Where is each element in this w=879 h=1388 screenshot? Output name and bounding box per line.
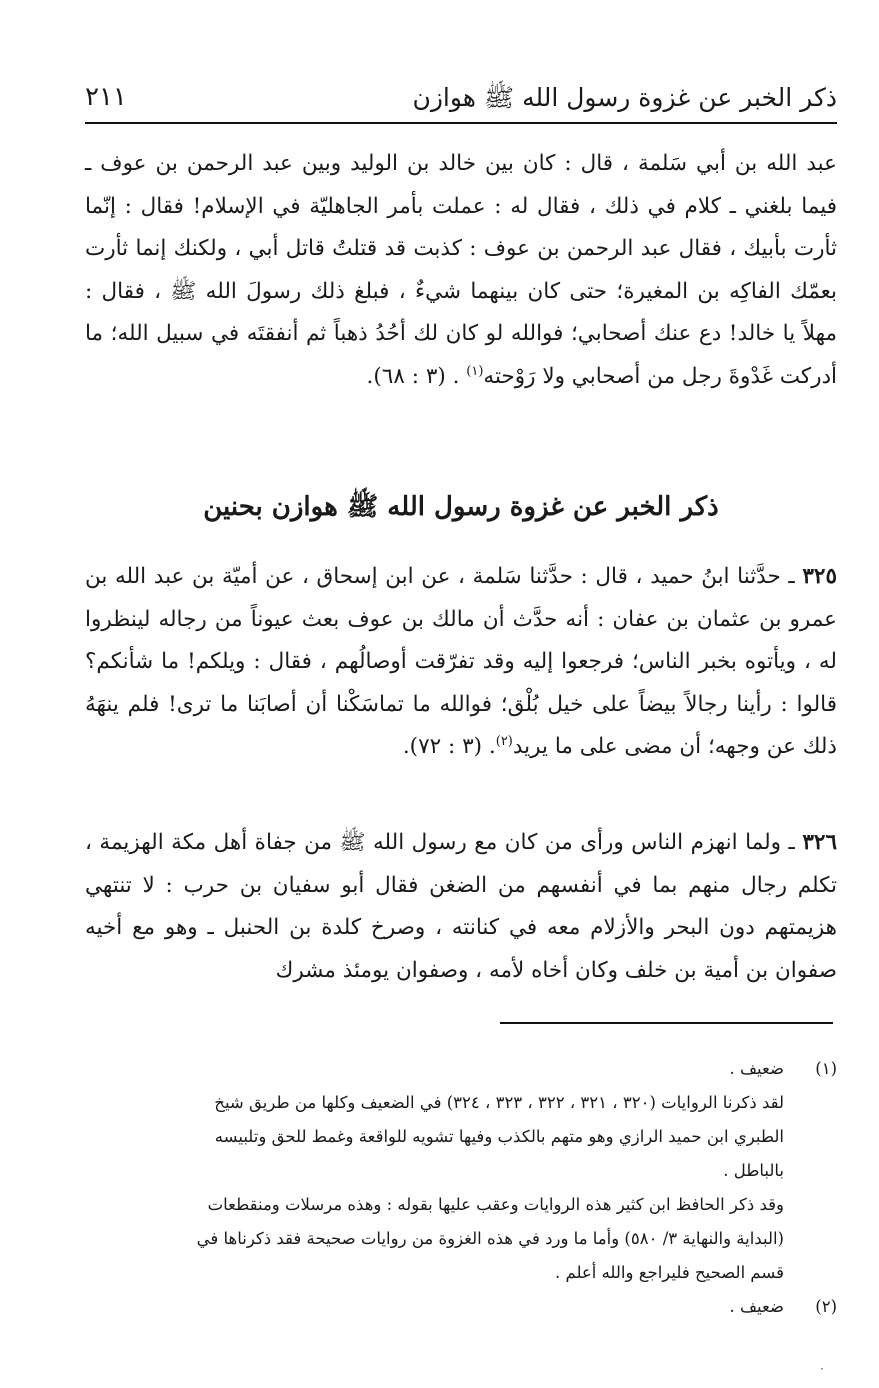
footnote-line: قسم الصحيح فليراجع والله أعلم .: [554, 1263, 784, 1282]
footnote-line: ضعيف .: [729, 1059, 784, 1078]
footnote-marker: (١): [815, 1059, 837, 1078]
footnote-separator: [500, 1022, 833, 1024]
narration-326: [85, 822, 837, 992]
citation: . (٣ : ٦٨).: [366, 363, 460, 389]
footnote-1: [85, 1052, 837, 1290]
footnote-line: ضعيف .: [729, 1297, 784, 1316]
paragraph-continuation: [85, 143, 837, 398]
paragraph-text: عبد الله بن أبي سَلمة ، قال : كان بين خالد بن الوليد وبين عبد الرحمن بن عوف ـ فيما بلغني ـ كلام في ذلك ، فقال له : عملت بأمر الجاهليّة في الإسلام! فقال : إنّما ثأرت بأبيك ، فقال عبد الرحمن بن عوف : كذبت قد قتلتُ قاتل أبي ، ولكنك إنما ثأرت بعمّك الفاكِه بن المغيرة؛ حتى كان بينهما شيءٌ ، فبلغ ذلك رسولَ الله ﷺ ، فقال : مهلاً يا خالد! دع عنك أصحابي؛ فوالله لو كان لك أحُدُ ذهباً ثم أنفقتَه في سبيل الله؛ ما أدركت غَدْوةَ رجل من أصحابي ولا رَوْحته: [85, 151, 837, 389]
header-rule: [85, 122, 837, 124]
footnote-line: بالباطل .: [723, 1161, 784, 1180]
narration-number: ٣٢٦: [802, 830, 837, 855]
narration-number: ٣٢٥: [802, 564, 837, 589]
citation: . (٣ : ٧٢).: [402, 734, 496, 759]
scan-mark: ·: [820, 1362, 824, 1376]
footnote-marker: (٢): [815, 1297, 837, 1316]
footnote-2: [85, 1290, 837, 1324]
paragraph-text: ـ حدَّثنا ابنُ حميد ، قال : حدَّثنا سَلمة ، عن ابن إسحاق ، عن أميّة بن عبد الله بن عمرو بن عثمان بن عفان : أنه حدَّث أن مالك بن عوف بعث عيوناً من رجاله لينظروا له ، ويأتوه بخبر الناس؛ فرجعوا إليه وقد تفرّقت أوصالُهم ، فقال : ويلكم! ما شأنكم؟ قالوا : رأينا رجالاً بيضاً على خيل بُلْق؛ فوالله ما تماسَكْنا أن أصابَنا ما ترى! فلم ينهَهُ ذلك عن وجهه؛ أن مضى على ما يريد: [85, 564, 837, 759]
footnotes: [85, 1052, 837, 1324]
page-number: ٢١١: [85, 82, 127, 112]
footnote-ref-1: (١): [466, 363, 484, 379]
footnote-line: الطبري ابن حميد الرازي وهو متهم بالكذب وفيها تشويه للواقعة وغمط للحق وتلبيسه: [214, 1127, 784, 1146]
running-title: ذكر الخبر عن غزوة رسول الله ﷺ هوازن: [412, 83, 837, 112]
running-header: [85, 80, 837, 120]
paragraph-text: ـ ولما انهزم الناس ورأى من كان مع رسول الله ﷺ من جفاة أهل مكة الهزيمة ، تكلم رجال منهم بما في أنفسهم من الضغن فقال أبو سفيان بن حرب : لا تنتهي هزيمتهم دون البحر والأزلام معه في كنانته ، وصرخ كلدة بن الحنبل ـ وهو مع أخيه صفوان بن أمية بن خلف وكان أخاه لأمه ، وصفوان يومئذ مشرك: [85, 830, 837, 983]
section-heading: ذكر الخبر عن غزوة رسول الله ﷺ هوازن بحنين: [203, 492, 719, 522]
footnote-ref-2: (٢): [495, 733, 513, 749]
footnote-line: وقد ذكر الحافظ ابن كثير هذه الروايات وعقب عليها بقوله : وهذه مرسلات ومنقطعات: [207, 1195, 784, 1214]
narration-325: [85, 556, 837, 769]
footnote-line: (البداية والنهاية ٣/ ٥٨٠) وأما ما ورد في هذه الغزوة من روايات صحيحة فقد ذكرناها في: [196, 1229, 784, 1248]
footnote-line: لقد ذكرنا الروايات (٣٢٠ ، ٣٢١ ، ٣٢٢ ، ٣٢٣ ، ٣٢٤) في الضعيف وكلها من طريق شيخ: [214, 1093, 784, 1112]
